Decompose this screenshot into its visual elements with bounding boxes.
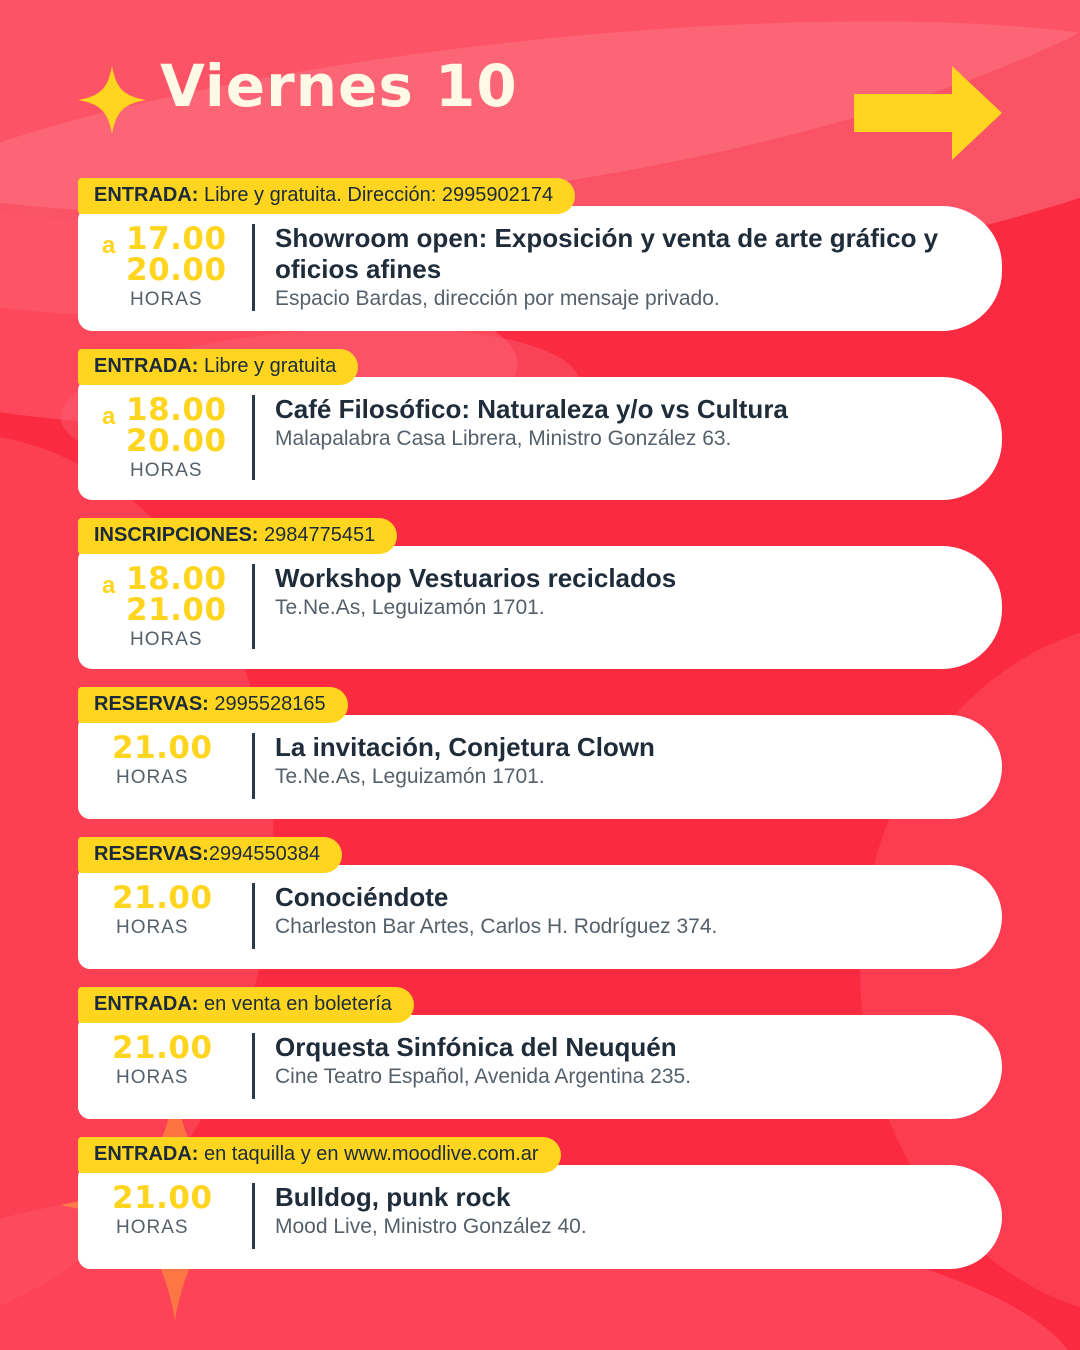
list-item bbox=[78, 349, 1002, 500]
event-info bbox=[275, 222, 962, 313]
status-badge bbox=[78, 687, 348, 723]
divider bbox=[252, 395, 255, 480]
event-time bbox=[100, 881, 252, 939]
time-start: 17.00 bbox=[126, 221, 227, 257]
arrow-right-icon[interactable] bbox=[848, 58, 1008, 168]
list-item bbox=[78, 687, 1002, 819]
event-time bbox=[100, 562, 252, 651]
event-title: Workshop Vestuarios reciclados bbox=[275, 562, 677, 593]
badge-value: Libre y gratuita. Dirección: 2995902174 bbox=[198, 184, 554, 206]
time-unit: HORAS bbox=[116, 1216, 189, 1238]
event-info bbox=[275, 1181, 962, 1241]
event-place: Charleston Bar Artes, Carlos H. Rodríguez 374. bbox=[275, 915, 718, 939]
event-place: Mood Live, Ministro González 40. bbox=[275, 1215, 587, 1239]
event-list bbox=[78, 178, 1002, 1287]
time-unit: HORAS bbox=[116, 766, 189, 788]
list-item bbox=[78, 178, 1002, 331]
event-info bbox=[275, 731, 962, 791]
event-time bbox=[100, 1031, 252, 1089]
badge-value: en taquilla y en www.moodlive.com.ar bbox=[198, 1142, 539, 1165]
list-item bbox=[78, 987, 1002, 1119]
badge-label: RESERVAS: bbox=[94, 842, 209, 865]
event-title: Orquesta Sinfónica del Neuquén bbox=[275, 1031, 677, 1062]
sparkle-icon bbox=[78, 66, 146, 134]
badge-value: 2995528165 bbox=[208, 692, 326, 715]
event-time bbox=[100, 1181, 252, 1239]
event-card bbox=[78, 377, 1002, 500]
event-time bbox=[100, 393, 252, 482]
badge-value: en venta en boletería bbox=[198, 992, 392, 1015]
event-card bbox=[78, 1015, 1002, 1119]
badge-label: ENTRADA: bbox=[94, 1142, 199, 1165]
event-title: Showroom open: Exposición y venta de arte gráfico y oficios afines bbox=[275, 223, 939, 284]
badge-label: ENTRADA: bbox=[94, 992, 199, 1015]
event-place: Te.Ne.As, Leguizamón 1701. bbox=[275, 596, 545, 620]
status-badge bbox=[78, 349, 358, 385]
event-info bbox=[275, 562, 962, 622]
time-start: 21.00 bbox=[112, 729, 213, 766]
divider bbox=[252, 1183, 255, 1249]
badge-label: ENTRADA: bbox=[94, 354, 199, 377]
time-prefix: a bbox=[102, 571, 116, 599]
event-title: La invitación, Conjetura Clown bbox=[275, 731, 655, 762]
event-card bbox=[78, 206, 1002, 331]
list-item bbox=[78, 837, 1002, 969]
badge-value: 2994550384 bbox=[208, 842, 321, 865]
time-unit: HORAS bbox=[130, 459, 203, 481]
event-title: Bulldog, punk rock bbox=[275, 1181, 511, 1212]
event-card bbox=[78, 1165, 1002, 1269]
event-place: Espacio Bardas, dirección por mensaje privado. bbox=[275, 287, 720, 311]
time-unit: HORAS bbox=[130, 289, 203, 310]
divider bbox=[252, 224, 255, 311]
time-start: 18.00 bbox=[126, 391, 227, 428]
time-start: 21.00 bbox=[112, 879, 213, 916]
badge-label: RESERVAS: bbox=[94, 692, 209, 715]
time-start: 18.00 bbox=[126, 560, 227, 597]
event-info bbox=[275, 393, 962, 453]
time-end: 21.00 bbox=[126, 591, 227, 628]
status-badge bbox=[78, 178, 575, 214]
badge-value: 2984775451 bbox=[258, 523, 376, 546]
time-start: 21.00 bbox=[112, 1179, 213, 1216]
time-unit: HORAS bbox=[130, 628, 203, 650]
divider bbox=[252, 733, 255, 799]
event-time bbox=[100, 222, 252, 311]
time-end: 20.00 bbox=[126, 252, 227, 288]
page-title: Viernes 10 bbox=[160, 52, 518, 120]
event-place: Cine Teatro Español, Avenida Argentina 235. bbox=[275, 1065, 692, 1089]
time-unit: HORAS bbox=[116, 916, 189, 938]
event-title: Café Filosófico: Naturaleza y/o vs Cultura bbox=[275, 393, 788, 424]
status-badge bbox=[78, 518, 397, 554]
event-info bbox=[275, 1031, 962, 1091]
time-start: 21.00 bbox=[112, 1029, 213, 1066]
event-info bbox=[275, 881, 962, 941]
event-title: Conociéndote bbox=[275, 881, 449, 912]
event-card bbox=[78, 546, 1002, 669]
time-end: 20.00 bbox=[126, 422, 227, 459]
time-prefix: a bbox=[102, 232, 116, 259]
time-unit: HORAS bbox=[116, 1066, 189, 1088]
event-place: Malapalabra Casa Librera, Ministro González 63. bbox=[275, 427, 732, 451]
status-badge bbox=[78, 1137, 561, 1173]
event-time bbox=[100, 731, 252, 789]
divider bbox=[252, 1033, 255, 1099]
event-card bbox=[78, 715, 1002, 819]
divider bbox=[252, 564, 255, 649]
list-item bbox=[78, 518, 1002, 669]
badge-label: ENTRADA: bbox=[94, 184, 199, 206]
badge-value: Libre y gratuita bbox=[198, 354, 337, 377]
badge-label: INSCRIPCIONES: bbox=[94, 523, 259, 546]
time-prefix: a bbox=[102, 402, 116, 430]
event-place: Te.Ne.As, Leguizamón 1701. bbox=[275, 765, 545, 789]
event-card bbox=[78, 865, 1002, 969]
divider bbox=[252, 883, 255, 949]
status-badge bbox=[78, 837, 342, 873]
poster-header bbox=[78, 52, 1020, 162]
list-item bbox=[78, 1137, 1002, 1269]
status-badge bbox=[78, 987, 414, 1023]
